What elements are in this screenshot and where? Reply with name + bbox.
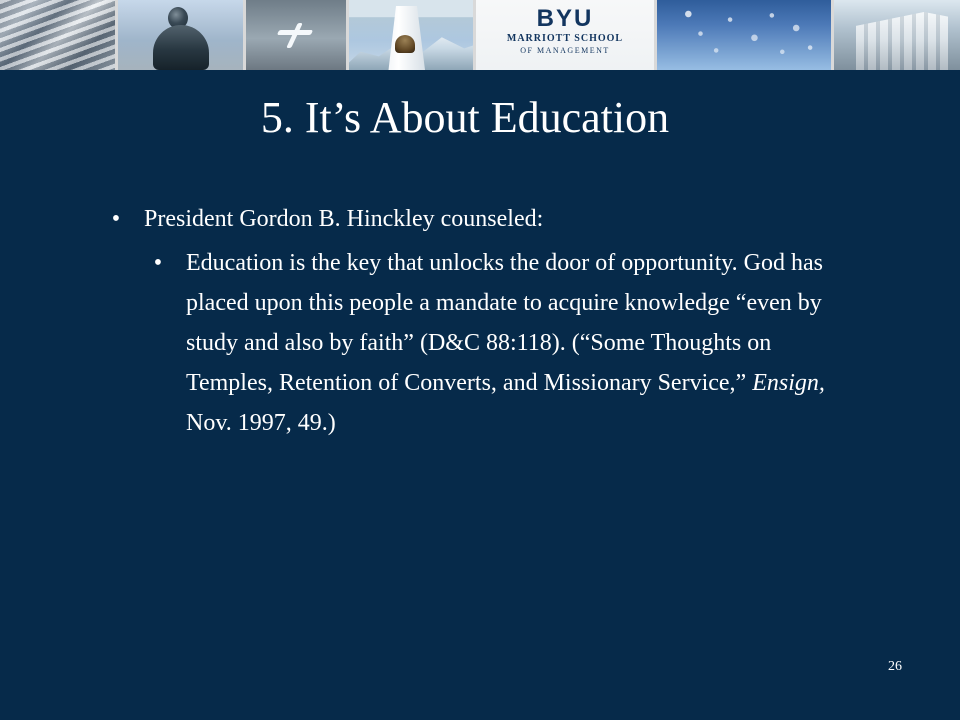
- bullet-icon: •: [153, 250, 163, 276]
- bullet-item-level-1: [107, 200, 867, 238]
- emblem-icon: [274, 22, 318, 50]
- quote-text: [186, 250, 825, 436]
- banner-panel-sky: [657, 0, 831, 70]
- statue-shoulders: [153, 25, 209, 70]
- banner-panel-building: [834, 0, 960, 70]
- building-image: [856, 12, 948, 70]
- statue-image: [148, 7, 213, 70]
- banner-panel-bell-tower: [349, 0, 473, 70]
- banner-panel-architecture: [0, 0, 115, 70]
- page-number: 26: [888, 659, 902, 674]
- banner-panel-statue: [118, 0, 243, 70]
- bullet-item-level-2: [149, 243, 831, 443]
- byu-logo-subtitle-line-1: MARRIOTT SCHOOL: [506, 33, 624, 44]
- quote-text-before-italic: Education is the key that unlocks the door of opportunity. God has placed upon this people a mandate to acquire knowledge “even by study and also by faith” (D&C 88:118). (“Some Thoughts on Temples, Retention of Converts, and Missionary Service,”: [186, 250, 823, 396]
- bullet-text-level-1: President Gordon B. Hinckley counseled:: [144, 206, 544, 232]
- slide-title: 5. It’s About Education: [260, 93, 670, 142]
- quote-text-after-italic: Nov. 1997, 49.): [186, 410, 336, 436]
- banner-panel-emblem: [246, 0, 346, 70]
- quote-text-italic-source: Ensign,: [752, 370, 825, 396]
- byu-logo-title: BYU: [536, 5, 594, 32]
- slide-content: [107, 200, 867, 443]
- bullet-icon: •: [111, 206, 121, 232]
- header-banner: [0, 0, 960, 70]
- banner-panel-logo: [476, 0, 654, 70]
- emblem-stroke-vertical: [286, 23, 303, 48]
- bell-icon: [395, 35, 415, 53]
- byu-logo-subtitle-line-2: OF MANAGEMENT: [520, 46, 610, 55]
